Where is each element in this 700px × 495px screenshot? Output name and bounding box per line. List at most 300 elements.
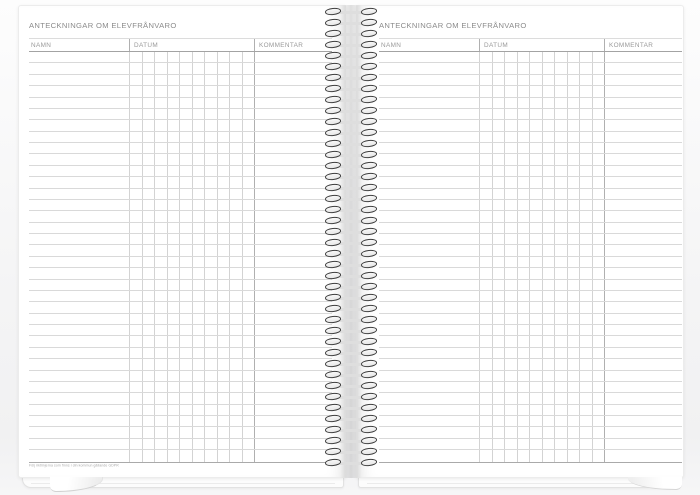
date-cell bbox=[229, 291, 242, 301]
date-cell bbox=[229, 63, 242, 73]
comment-cell bbox=[604, 211, 682, 221]
wire-loop-right bbox=[361, 40, 378, 48]
date-cell bbox=[179, 439, 192, 449]
date-cell bbox=[492, 98, 505, 108]
wire-loop-right bbox=[361, 359, 378, 367]
wire-loop-left bbox=[325, 271, 342, 279]
date-cell bbox=[242, 336, 255, 346]
date-cell bbox=[579, 405, 592, 415]
date-cell bbox=[167, 257, 180, 267]
date-cell bbox=[517, 450, 530, 461]
date-cell bbox=[579, 211, 592, 221]
date-cell bbox=[504, 86, 517, 96]
name-cell bbox=[29, 143, 129, 153]
date-cell bbox=[229, 336, 242, 346]
date-cell bbox=[529, 109, 542, 119]
date-cell bbox=[129, 166, 142, 176]
date-cell bbox=[129, 143, 142, 153]
name-cell bbox=[379, 211, 479, 221]
wire-loop-right bbox=[361, 29, 378, 37]
date-cell bbox=[579, 359, 592, 369]
wire-loop-right bbox=[361, 7, 378, 15]
wire-loop-left bbox=[325, 425, 342, 433]
date-cell bbox=[542, 439, 555, 449]
date-cell bbox=[142, 234, 155, 244]
wire-loop-right bbox=[361, 337, 378, 345]
date-cell bbox=[204, 336, 217, 346]
date-cell bbox=[517, 98, 530, 108]
table-row bbox=[379, 382, 682, 393]
date-cell bbox=[492, 336, 505, 346]
date-cell bbox=[192, 200, 205, 210]
date-cell bbox=[554, 325, 567, 335]
date-cell bbox=[592, 439, 605, 449]
date-cell bbox=[229, 234, 242, 244]
date-cell bbox=[567, 302, 580, 312]
date-cell bbox=[242, 86, 255, 96]
date-cell bbox=[492, 211, 505, 221]
date-cell bbox=[154, 98, 167, 108]
date-cell bbox=[517, 336, 530, 346]
date-cell bbox=[567, 109, 580, 119]
date-cell bbox=[529, 382, 542, 392]
date-cell bbox=[179, 302, 192, 312]
name-cell bbox=[379, 450, 479, 461]
date-cell bbox=[504, 223, 517, 233]
date-cell bbox=[242, 75, 255, 85]
name-cell bbox=[29, 75, 129, 85]
date-cell bbox=[492, 268, 505, 278]
date-cell bbox=[217, 314, 230, 324]
wire-loop-right bbox=[361, 172, 378, 180]
date-cell bbox=[204, 120, 217, 130]
table-row bbox=[29, 268, 332, 279]
date-cell bbox=[504, 166, 517, 176]
table-row bbox=[379, 416, 682, 427]
date-cell bbox=[179, 257, 192, 267]
date-cell bbox=[167, 166, 180, 176]
wire-loop-left bbox=[325, 161, 342, 169]
date-cell bbox=[142, 280, 155, 290]
date-cell bbox=[504, 359, 517, 369]
date-cell bbox=[492, 166, 505, 176]
date-cell bbox=[517, 359, 530, 369]
name-cell bbox=[29, 52, 129, 62]
wire-loop-right bbox=[361, 293, 378, 301]
wire-loop-left bbox=[325, 205, 342, 213]
date-cell bbox=[142, 245, 155, 255]
date-cell bbox=[554, 166, 567, 176]
date-cell bbox=[179, 166, 192, 176]
date-cell bbox=[229, 439, 242, 449]
date-cell bbox=[154, 189, 167, 199]
wire-loop-left bbox=[325, 227, 342, 235]
date-cell bbox=[479, 86, 492, 96]
comment-cell bbox=[254, 177, 332, 187]
comment-cell bbox=[604, 257, 682, 267]
date-cell bbox=[492, 439, 505, 449]
name-cell bbox=[29, 132, 129, 142]
date-cell bbox=[529, 450, 542, 461]
date-cell bbox=[167, 336, 180, 346]
wire-loop-left bbox=[325, 117, 342, 125]
comment-cell bbox=[254, 416, 332, 426]
date-cell bbox=[579, 450, 592, 461]
date-cell bbox=[142, 336, 155, 346]
date-cell bbox=[229, 382, 242, 392]
name-cell bbox=[379, 189, 479, 199]
date-cell bbox=[517, 211, 530, 221]
date-cell bbox=[529, 132, 542, 142]
date-cell bbox=[517, 63, 530, 73]
date-cell bbox=[229, 450, 242, 461]
date-cell bbox=[579, 120, 592, 130]
date-cell bbox=[567, 450, 580, 461]
date-cell bbox=[517, 132, 530, 142]
wire-loop-right bbox=[361, 150, 378, 158]
wire-coil bbox=[322, 173, 380, 181]
date-cell bbox=[142, 416, 155, 426]
date-cell bbox=[242, 245, 255, 255]
date-cell bbox=[479, 382, 492, 392]
date-cell bbox=[192, 98, 205, 108]
date-cell bbox=[479, 427, 492, 437]
date-cell bbox=[542, 450, 555, 461]
date-cell bbox=[579, 98, 592, 108]
name-cell bbox=[29, 325, 129, 335]
date-cell bbox=[567, 405, 580, 415]
date-cell bbox=[579, 223, 592, 233]
date-cell bbox=[542, 211, 555, 221]
comment-cell bbox=[254, 371, 332, 381]
date-cell bbox=[554, 336, 567, 346]
comment-cell bbox=[254, 63, 332, 73]
date-cell bbox=[592, 132, 605, 142]
date-cell bbox=[204, 439, 217, 449]
table-row bbox=[379, 189, 682, 200]
name-cell bbox=[379, 280, 479, 290]
comment-cell bbox=[254, 382, 332, 392]
comment-cell bbox=[254, 132, 332, 142]
date-cell bbox=[154, 268, 167, 278]
wire-loop-left bbox=[325, 183, 342, 191]
table-row bbox=[379, 359, 682, 370]
date-cell bbox=[167, 189, 180, 199]
date-cell bbox=[217, 427, 230, 437]
date-cell bbox=[192, 52, 205, 62]
table-row bbox=[29, 257, 332, 268]
date-cell bbox=[179, 325, 192, 335]
date-cell bbox=[167, 416, 180, 426]
name-cell bbox=[379, 291, 479, 301]
date-cell bbox=[192, 177, 205, 187]
wire-coil bbox=[322, 8, 380, 16]
date-cell bbox=[192, 371, 205, 381]
date-cell bbox=[504, 257, 517, 267]
name-cell bbox=[379, 371, 479, 381]
date-cell bbox=[154, 132, 167, 142]
date-cell bbox=[592, 200, 605, 210]
date-cell bbox=[242, 439, 255, 449]
date-cell bbox=[504, 268, 517, 278]
date-cell bbox=[142, 63, 155, 73]
date-cell bbox=[554, 427, 567, 437]
date-cell bbox=[204, 257, 217, 267]
date-cell bbox=[167, 120, 180, 130]
date-cell bbox=[179, 234, 192, 244]
date-cell bbox=[542, 143, 555, 153]
date-cell bbox=[242, 302, 255, 312]
name-cell bbox=[379, 314, 479, 324]
comment-cell bbox=[604, 348, 682, 358]
date-cell bbox=[142, 109, 155, 119]
right-page bbox=[356, 5, 684, 478]
table-row bbox=[379, 120, 682, 131]
date-cell bbox=[179, 245, 192, 255]
date-cell bbox=[167, 405, 180, 415]
date-cell bbox=[217, 75, 230, 85]
date-cell bbox=[167, 86, 180, 96]
wire-coil bbox=[322, 393, 380, 401]
date-cell bbox=[167, 280, 180, 290]
date-cell bbox=[579, 371, 592, 381]
date-cell bbox=[217, 257, 230, 267]
wire-loop-right bbox=[361, 326, 378, 334]
date-cell bbox=[517, 268, 530, 278]
date-cell bbox=[492, 405, 505, 415]
date-cell bbox=[204, 393, 217, 403]
name-cell bbox=[379, 177, 479, 187]
date-cell bbox=[217, 416, 230, 426]
name-cell bbox=[29, 63, 129, 73]
date-cell bbox=[517, 75, 530, 85]
date-cell bbox=[517, 302, 530, 312]
date-cell bbox=[542, 86, 555, 96]
date-cell bbox=[179, 393, 192, 403]
date-cell bbox=[492, 291, 505, 301]
date-cell bbox=[179, 98, 192, 108]
date-cell bbox=[529, 86, 542, 96]
name-cell bbox=[379, 382, 479, 392]
table-row bbox=[29, 120, 332, 131]
table-row bbox=[379, 439, 682, 450]
wire-loop-right bbox=[361, 18, 378, 26]
table-row bbox=[29, 166, 332, 177]
date-cell bbox=[529, 393, 542, 403]
wire-coil bbox=[322, 19, 380, 27]
date-cell bbox=[504, 348, 517, 358]
date-cell bbox=[579, 291, 592, 301]
table-row bbox=[29, 280, 332, 291]
date-cell bbox=[154, 109, 167, 119]
comment-cell bbox=[604, 359, 682, 369]
date-cell bbox=[529, 325, 542, 335]
date-cell bbox=[142, 325, 155, 335]
date-cell bbox=[567, 166, 580, 176]
date-cell bbox=[167, 291, 180, 301]
date-cell bbox=[492, 63, 505, 73]
date-cell bbox=[554, 200, 567, 210]
date-cell bbox=[154, 405, 167, 415]
wire-loop-left bbox=[325, 40, 342, 48]
comment-cell bbox=[254, 439, 332, 449]
date-cell bbox=[154, 348, 167, 358]
wire-loop-left bbox=[325, 249, 342, 257]
wire-coil bbox=[322, 52, 380, 60]
date-cell bbox=[567, 359, 580, 369]
table-row bbox=[379, 211, 682, 222]
name-cell bbox=[29, 211, 129, 221]
comment-cell bbox=[254, 268, 332, 278]
date-cell bbox=[167, 200, 180, 210]
date-cell bbox=[542, 98, 555, 108]
date-cell bbox=[554, 98, 567, 108]
date-cell bbox=[554, 245, 567, 255]
date-cell bbox=[192, 257, 205, 267]
date-cell bbox=[567, 154, 580, 164]
date-cell bbox=[554, 177, 567, 187]
name-cell bbox=[29, 302, 129, 312]
date-cell bbox=[517, 371, 530, 381]
table-row bbox=[379, 75, 682, 86]
date-cell bbox=[554, 268, 567, 278]
date-cell bbox=[217, 234, 230, 244]
date-cell bbox=[579, 382, 592, 392]
wire-loop-right bbox=[361, 304, 378, 312]
date-cell bbox=[554, 109, 567, 119]
date-cell bbox=[517, 143, 530, 153]
date-cell bbox=[204, 268, 217, 278]
date-cell bbox=[179, 200, 192, 210]
date-cell bbox=[167, 359, 180, 369]
date-cell bbox=[479, 166, 492, 176]
table-row bbox=[29, 359, 332, 370]
date-cell bbox=[592, 427, 605, 437]
wire-loop-left bbox=[325, 282, 342, 290]
wire-loop-right bbox=[361, 73, 378, 81]
table-row bbox=[379, 234, 682, 245]
date-cell bbox=[129, 359, 142, 369]
date-cell bbox=[154, 371, 167, 381]
table-row bbox=[29, 86, 332, 97]
date-cell bbox=[154, 75, 167, 85]
name-cell bbox=[379, 302, 479, 312]
name-cell bbox=[29, 166, 129, 176]
comment-cell bbox=[604, 98, 682, 108]
date-cell bbox=[192, 427, 205, 437]
wire-coil bbox=[322, 195, 380, 203]
date-cell bbox=[192, 234, 205, 244]
date-cell bbox=[192, 291, 205, 301]
name-cell bbox=[379, 359, 479, 369]
date-cell bbox=[167, 109, 180, 119]
name-cell bbox=[379, 109, 479, 119]
comment-cell bbox=[604, 86, 682, 96]
date-cell bbox=[542, 63, 555, 73]
date-cell bbox=[567, 325, 580, 335]
date-cell bbox=[167, 98, 180, 108]
table-row bbox=[379, 166, 682, 177]
date-cell bbox=[192, 325, 205, 335]
date-cell bbox=[129, 450, 142, 461]
date-cell bbox=[504, 382, 517, 392]
date-cell bbox=[204, 314, 217, 324]
date-cell bbox=[142, 166, 155, 176]
date-cell bbox=[592, 234, 605, 244]
date-cell bbox=[567, 86, 580, 96]
wire-coil bbox=[322, 118, 380, 126]
name-cell bbox=[379, 223, 479, 233]
wire-coil bbox=[322, 239, 380, 247]
date-cell bbox=[217, 211, 230, 221]
wire-loop-left bbox=[325, 403, 342, 411]
date-cell bbox=[142, 348, 155, 358]
date-cell bbox=[204, 200, 217, 210]
date-cell bbox=[192, 223, 205, 233]
date-cell bbox=[479, 200, 492, 210]
name-cell bbox=[29, 98, 129, 108]
date-cell bbox=[204, 405, 217, 415]
wire-coil bbox=[322, 162, 380, 170]
table-row bbox=[379, 223, 682, 234]
date-cell bbox=[542, 177, 555, 187]
date-cell bbox=[217, 200, 230, 210]
date-cell bbox=[567, 382, 580, 392]
wire-coil bbox=[322, 415, 380, 423]
date-cell bbox=[179, 405, 192, 415]
page-title: ANTECKNINGAR OM ELEVFRÅNVARO bbox=[29, 21, 177, 30]
wire-loop-right bbox=[361, 370, 378, 378]
date-cell bbox=[579, 132, 592, 142]
table-header-row bbox=[29, 38, 332, 52]
date-cell bbox=[242, 234, 255, 244]
date-cell bbox=[217, 154, 230, 164]
comment-cell bbox=[604, 75, 682, 85]
date-cell bbox=[229, 427, 242, 437]
date-cell bbox=[192, 268, 205, 278]
date-cell bbox=[142, 223, 155, 233]
date-cell bbox=[179, 109, 192, 119]
table-row bbox=[29, 245, 332, 256]
date-cell bbox=[529, 245, 542, 255]
date-cell bbox=[204, 302, 217, 312]
table-row bbox=[29, 371, 332, 382]
date-cell bbox=[192, 211, 205, 221]
date-cell bbox=[204, 109, 217, 119]
date-cell bbox=[579, 109, 592, 119]
date-cell bbox=[242, 314, 255, 324]
date-cell bbox=[479, 177, 492, 187]
wire-loop-left bbox=[325, 106, 342, 114]
date-cell bbox=[204, 427, 217, 437]
date-cell bbox=[204, 450, 217, 461]
date-cell bbox=[129, 302, 142, 312]
date-cell bbox=[542, 416, 555, 426]
wire-loop-left bbox=[325, 194, 342, 202]
date-cell bbox=[242, 427, 255, 437]
column-header-name: NAMN bbox=[31, 41, 52, 49]
date-cell bbox=[229, 325, 242, 335]
table-row bbox=[29, 63, 332, 74]
date-cell bbox=[504, 52, 517, 62]
date-cell bbox=[567, 143, 580, 153]
table-row bbox=[29, 75, 332, 86]
date-cell bbox=[529, 257, 542, 267]
wire-loop-right bbox=[361, 271, 378, 279]
wire-loop-left bbox=[325, 238, 342, 246]
date-cell bbox=[554, 120, 567, 130]
wire-loop-left bbox=[325, 18, 342, 26]
